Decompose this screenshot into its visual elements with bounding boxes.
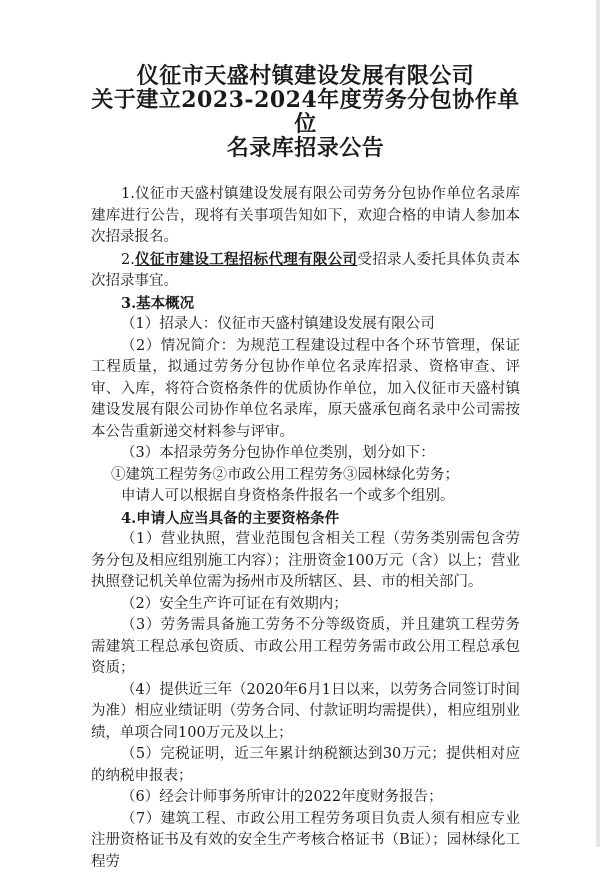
- scan-edge-divider: [596, 0, 600, 847]
- agent-paragraph: [91, 249, 520, 293]
- section-4-item-7: （7）建筑工程、市政公用工程劳务项目负责人须有相应专业注册资格证书及有效的安全生产考核合格证书（B证）；园林绿化工程劳: [91, 809, 520, 873]
- section-4-item-1: （1）营业执照，营业范围包含相关工程（劳务类别需包含劳务分包及相应组别施工内容）；注册资金100万元（含）以上；营业执照登记机关单位需为扬州市及所辖区、县、市的相关部门。: [91, 529, 520, 594]
- agent-rest: 受招录人委托具体负责本次招录事宜。: [91, 252, 520, 290]
- section-4-item-4: （4）提供近三年（2020年6月1日以来，以劳务合同签订时间为准）相应业绩证明（劳务合同、付款证明均需提供），相应组别业绩，单项合同100万元及以上；: [91, 680, 520, 745]
- section-4-item-6: （6）经会计师事务所审计的2022年度财务报告；: [91, 787, 520, 809]
- section-3-item-2: （2）情况简介：为规范工程建设过程中各个环节管理，保证工程质量，拟通过劳务分包协作单位名录库招录、资格审查、评审、入库，将符合资格条件的优质协作单位，加入仪征市天盛村镇建设发展有限公司协作单位名录库，原天盛承包商名录中公司需按本公告重新递交材料参与评审。: [91, 336, 520, 444]
- title-line-2: 关于建立2023-2024年度劳务分包协作单位: [91, 88, 520, 136]
- agent-name: 仪征市建设工程招标代理有限公司: [135, 251, 358, 268]
- section-3-item-3: （3）本招录劳务分包协作单位类别，划分如下：: [91, 443, 520, 465]
- intro-paragraph: 1.仪征市天盛村镇建设发展有限公司劳务分包协作单位名录库建库进行公告，现将有关事项告知如下，欢迎合格的申请人参加本次招录报名。: [91, 184, 520, 249]
- document-body: [91, 184, 520, 873]
- section-3-categories: ①建筑工程劳务②市政公用工程劳务③园林绿化劳务；: [91, 465, 520, 487]
- section-4-item-2: （2）安全生产许可证在有效期内；: [91, 594, 520, 616]
- section-3-item-1: （1）招录人：仪征市天盛村镇建设发展有限公司: [91, 314, 520, 336]
- document-title: [91, 0, 520, 160]
- section-3-note: 申请人可以根据自身资格条件报名一个或多个组别。: [91, 486, 520, 508]
- title-line-1: 仪征市天盛村镇建设发展有限公司: [91, 64, 520, 88]
- section-3-heading: 3.基本概况: [91, 293, 520, 315]
- agent-number: 2.: [121, 252, 135, 268]
- section-4-item-3: （3）劳务需具备施工劳务不分等级资质，并且建筑工程劳务需建筑工程总承包资质、市政公用工程劳务需市政公用工程总承包资质；: [91, 615, 520, 680]
- section-4-item-5: （5）完税证明，近三年累计纳税额达到30万元；提供相对应的纳税申报表；: [91, 744, 520, 787]
- section-4-heading: 4.申请人应当具备的主要资格条件: [91, 508, 520, 530]
- title-line-3: 名录库招录公告: [91, 136, 520, 160]
